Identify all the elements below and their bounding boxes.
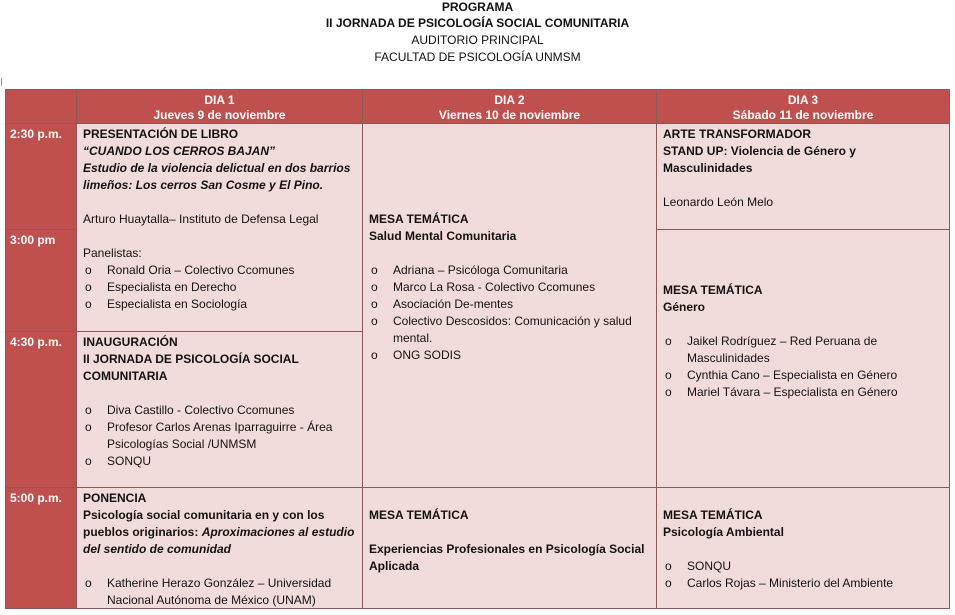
list-item bbox=[369, 313, 651, 347]
list-item: o Marco La Rosa - Colectivo Ccomunes bbox=[369, 279, 651, 296]
day1-book-presentation bbox=[76, 123, 363, 332]
talk-title-part: pueblos originarios: bbox=[83, 525, 202, 539]
talk-title bbox=[83, 524, 357, 541]
program-heading: PROGRAMA bbox=[441, 0, 514, 14]
day3-environment-panel bbox=[656, 487, 950, 609]
list-item: o Adriana – Psicóloga Comunitaria bbox=[369, 262, 651, 279]
day3-art-session bbox=[656, 123, 950, 230]
day2-professional-experiences bbox=[362, 487, 657, 609]
schedule-table bbox=[5, 89, 950, 609]
book-subtitle: Estudio de la violencia delictual en dos barrios bbox=[83, 161, 351, 175]
book-subtitle: limeños: Los cerros San Cosme y El Pino. bbox=[83, 178, 324, 192]
day1-label: DIA 1 bbox=[204, 93, 235, 107]
divider-mark bbox=[1, 78, 2, 86]
book-title: “CUANDO LOS CERROS BAJAN” bbox=[83, 144, 276, 158]
faculty: FACULTAD DE PSICOLOGÍA UNMSM bbox=[374, 50, 581, 64]
time-slot-1 bbox=[5, 123, 77, 230]
session-subtitle: Psicología Ambiental bbox=[663, 525, 784, 539]
list-item: o Especialista en Derecho bbox=[83, 279, 357, 296]
session-subtitle: Género bbox=[663, 300, 706, 314]
session-subtitle: Salud Mental Comunitaria bbox=[369, 229, 517, 243]
session-title: ARTE TRANSFORMADOR bbox=[663, 127, 811, 141]
talk-title: Psicología social comunitaria en y con los bbox=[83, 508, 325, 522]
list-item-text: mental. bbox=[393, 331, 433, 345]
list-item: o Diva Castillo - Colectivo Ccomunes bbox=[83, 402, 357, 419]
day3-gender-panel bbox=[656, 229, 950, 488]
session-title: MESA TEMÁTICA bbox=[369, 508, 469, 522]
day1-inauguration bbox=[76, 331, 363, 488]
list-item bbox=[83, 419, 357, 453]
list-item: o Especialista en Sociología bbox=[83, 296, 357, 313]
list-item: o ONG SODIS bbox=[369, 347, 651, 364]
time-label: 2:30 p.m. bbox=[10, 127, 63, 141]
day2-mental-health-panel bbox=[362, 123, 657, 488]
session-title: MESA TEMÁTICA bbox=[369, 212, 469, 226]
day3-date: Sábado 11 de noviembre bbox=[732, 108, 874, 122]
time-label: 4:30 p.m. bbox=[10, 335, 63, 349]
panelist-list bbox=[369, 262, 651, 364]
day3-label: DIA 3 bbox=[787, 93, 819, 107]
author: Arturo Huaytalla– Instituto de Defensa Legal bbox=[83, 212, 319, 226]
time-label: 3:00 pm bbox=[10, 233, 56, 247]
speaker-list bbox=[83, 402, 357, 470]
list-item-text: Colectivo Descosidos: Comunicación y salud bbox=[393, 314, 632, 328]
list-item-text: Jaikel Rodríguez – Red Peruana de bbox=[687, 334, 878, 348]
session-subtitle: Experiencias Profesionales en Psicología Social bbox=[369, 542, 645, 556]
list-item: o SONQU bbox=[83, 453, 357, 470]
panelist-list bbox=[663, 333, 944, 401]
day1-header bbox=[76, 89, 363, 124]
time-slot-4 bbox=[5, 487, 77, 609]
talk-title: del sentido de comunidad bbox=[83, 542, 232, 556]
day1-date: Jueves 9 de noviembre bbox=[153, 108, 286, 122]
session-title: MESA TEMÁTICA bbox=[663, 283, 763, 297]
time-slot-2 bbox=[5, 229, 77, 332]
list-item: o Mariel Távara – Especialista en Género bbox=[663, 384, 944, 401]
author: Leonardo León Melo bbox=[663, 195, 774, 209]
list-item-text: Katherine Herazo González – Universidad bbox=[107, 576, 332, 590]
session-title: PONENCIA bbox=[83, 491, 147, 505]
speaker-list bbox=[83, 575, 357, 609]
list-item: o SONQU bbox=[663, 558, 944, 575]
list-item: o Asociación De-mentes bbox=[369, 296, 651, 313]
list-item-text: Profesor Carlos Arenas Iparraguirre - Área bbox=[107, 420, 333, 434]
session-title: PRESENTACIÓN DE LIBRO bbox=[83, 127, 239, 141]
session-subtitle: Masculinidades bbox=[663, 161, 753, 175]
day2-header bbox=[362, 89, 657, 124]
talk-title-part: Aproximaciones al estudio bbox=[201, 525, 355, 539]
venue: AUDITORIO PRINCIPAL bbox=[411, 33, 544, 47]
day1-keynote bbox=[76, 487, 363, 609]
list-item bbox=[663, 333, 944, 367]
day3-header bbox=[656, 89, 950, 124]
list-item: o Ronald Oria – Colectivo Ccomunes bbox=[83, 262, 357, 279]
session-subtitle: II JORNADA DE PSICOLOGÍA SOCIAL bbox=[83, 352, 299, 366]
session-subtitle: STAND UP: Violencia de Género y bbox=[663, 144, 856, 158]
session-subtitle: Aplicada bbox=[369, 559, 420, 573]
session-title: MESA TEMÁTICA bbox=[663, 508, 763, 522]
session-title: INAUGURACIÓN bbox=[83, 335, 178, 349]
list-item: o Carlos Rojas – Ministerio del Ambiente bbox=[663, 575, 944, 592]
panelist-list bbox=[83, 262, 357, 313]
panelists-label: Panelistas: bbox=[83, 246, 142, 260]
list-item: o Cynthia Cano – Especialista en Género bbox=[663, 367, 944, 384]
list-item bbox=[83, 575, 357, 609]
list-item-text: Psicologías Social /UNMSM bbox=[107, 437, 257, 451]
corner-cell bbox=[5, 89, 77, 124]
event-title: II JORNADA DE PSICOLOGÍA SOCIAL COMUNITARIA bbox=[325, 16, 630, 30]
day2-label: DIA 2 bbox=[494, 93, 525, 107]
time-label: 5:00 p.m. bbox=[10, 491, 63, 505]
day2-date: Viernes 10 de noviembre bbox=[438, 108, 581, 122]
session-subtitle: COMUNITARIA bbox=[83, 369, 168, 383]
time-slot-3 bbox=[5, 331, 77, 488]
list-item-text: Masculinidades bbox=[687, 351, 770, 365]
panelist-list bbox=[663, 558, 944, 592]
list-item-text: Nacional Autónoma de México (UNAM) bbox=[107, 593, 316, 607]
